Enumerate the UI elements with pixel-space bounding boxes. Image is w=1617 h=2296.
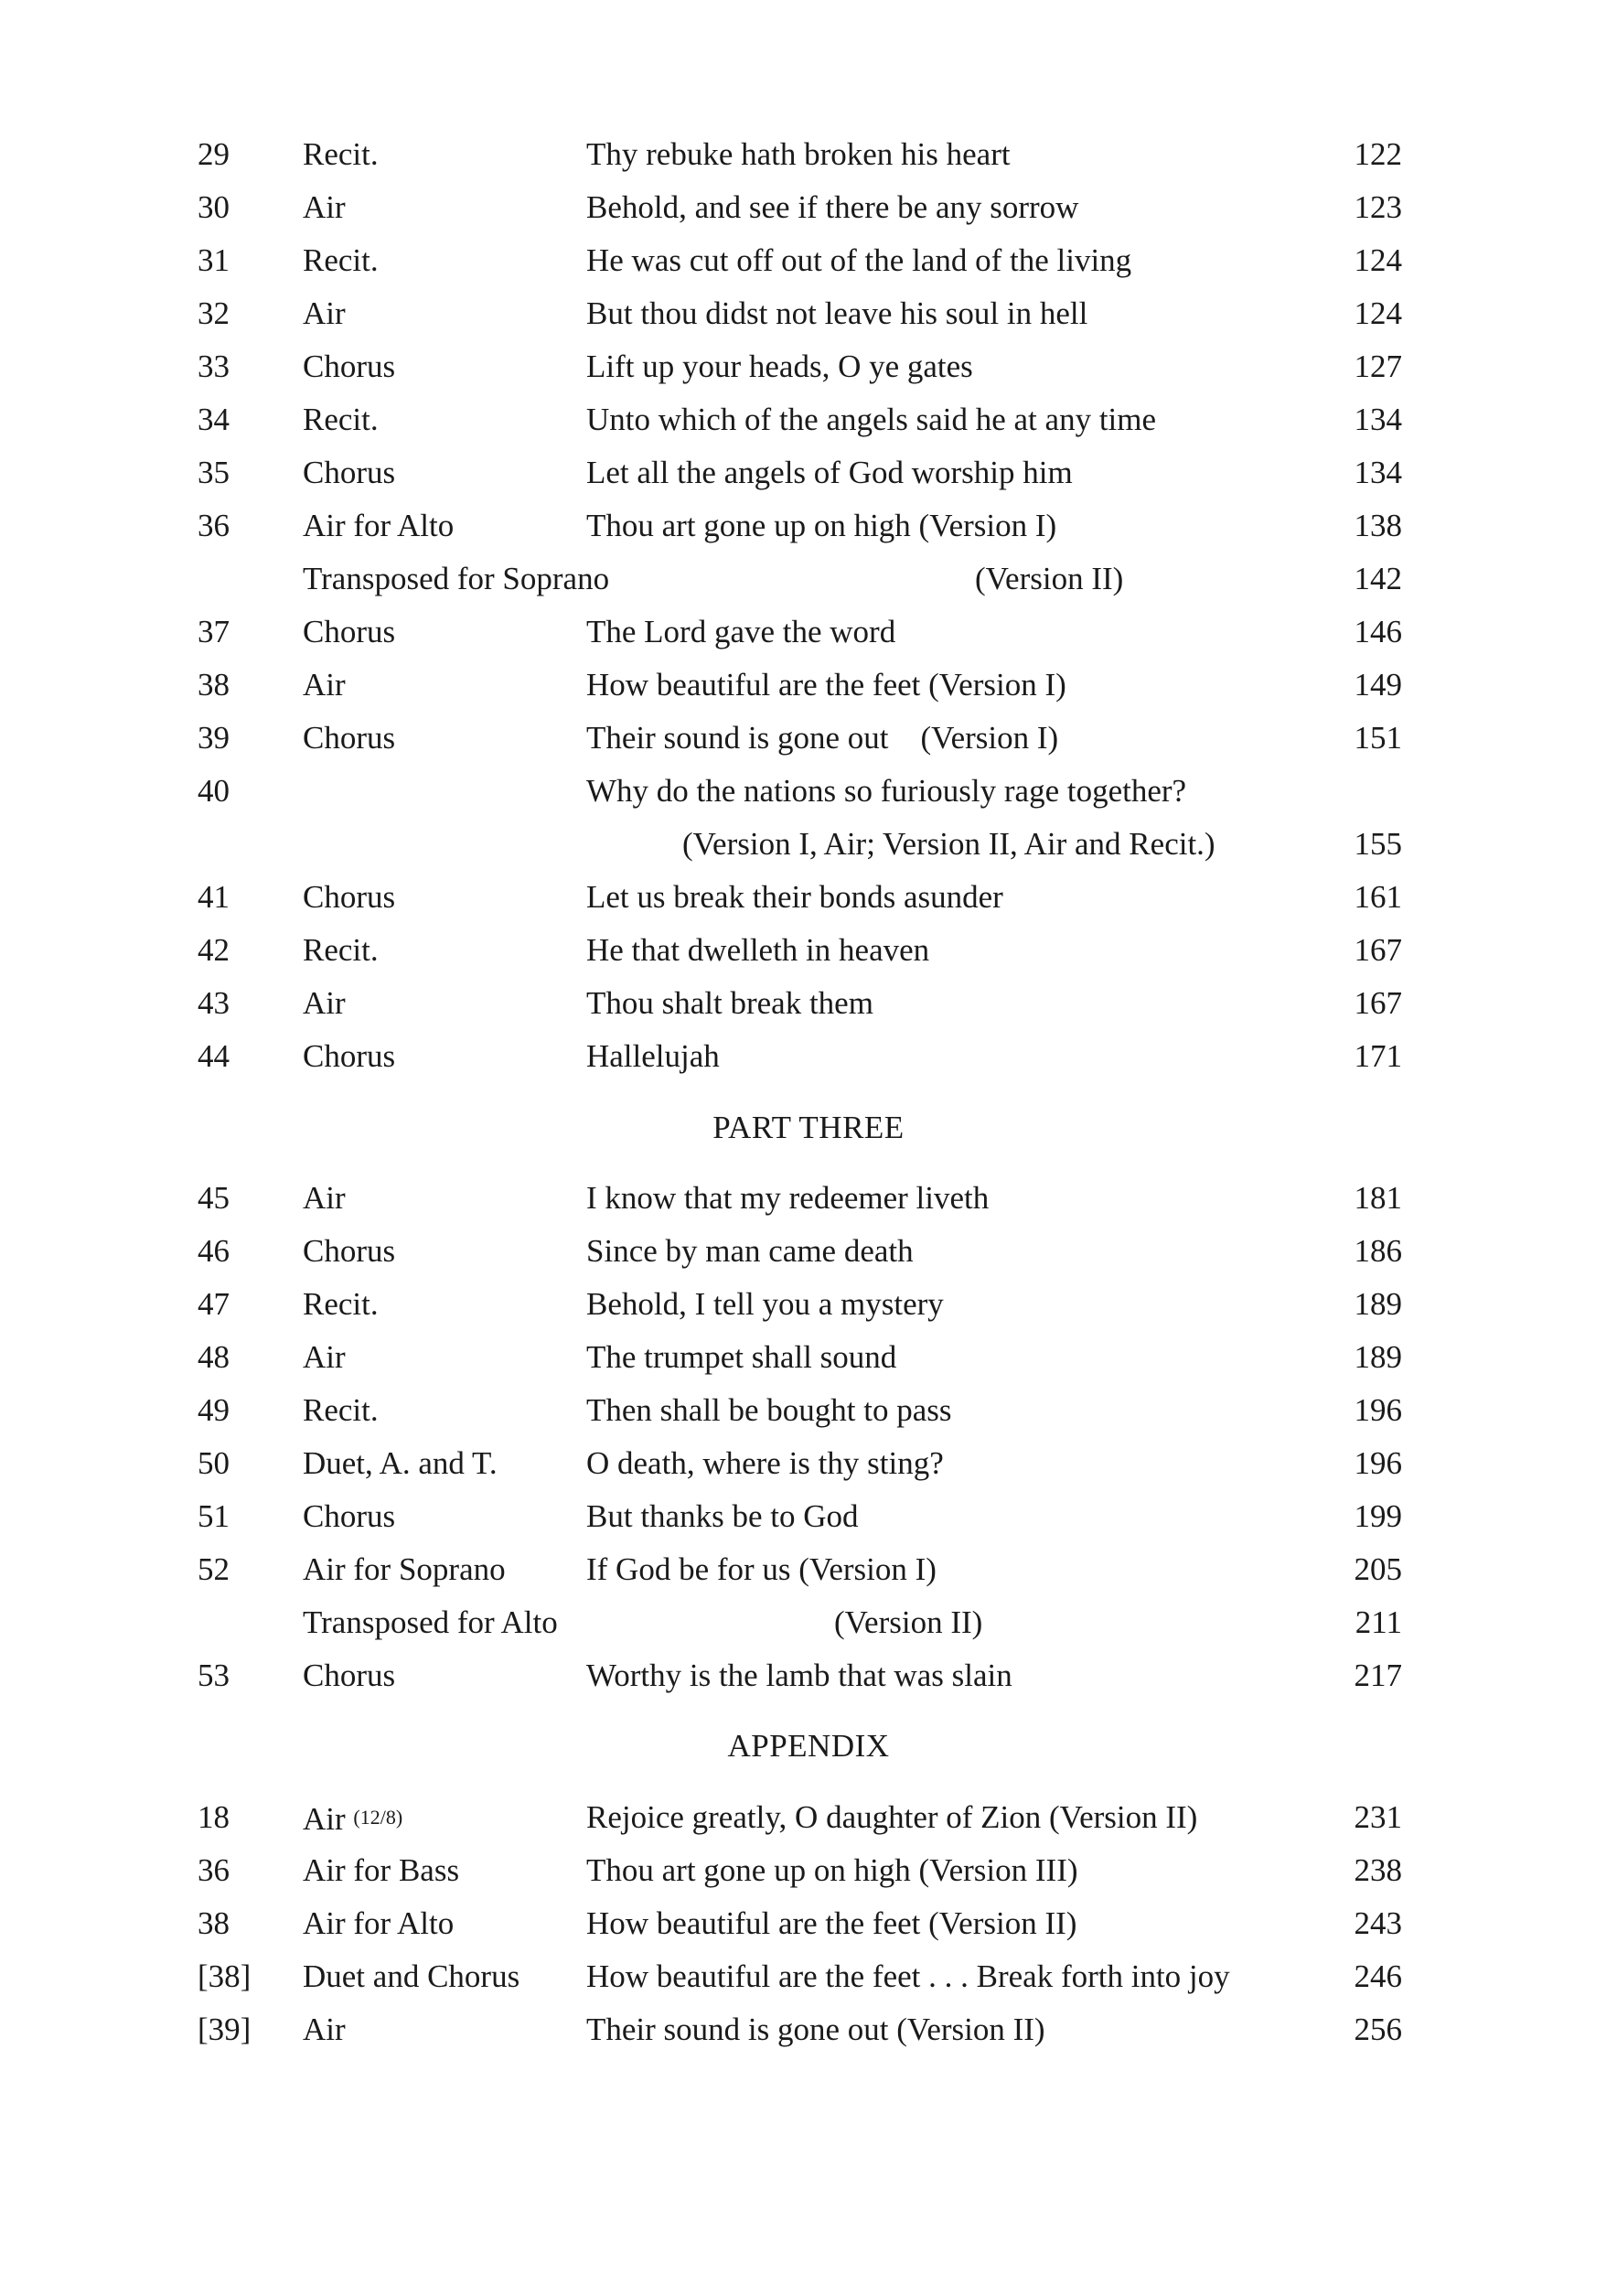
movement-type: Air xyxy=(303,667,346,703)
movement-number: 38 xyxy=(198,667,230,703)
page-number: 151 xyxy=(1354,720,1402,756)
movement-title: Thou art gone up on high (Version III) xyxy=(586,1852,1078,1888)
movement-type: Chorus xyxy=(303,879,396,915)
movement-number: 39 xyxy=(198,720,230,756)
movement-title: Worthy is the lamb that was slain xyxy=(586,1658,1012,1693)
page-number: 243 xyxy=(1354,1905,1402,1941)
movement-number: 33 xyxy=(198,349,230,384)
movement-type: Recit. xyxy=(303,1392,379,1428)
page-number: 161 xyxy=(1354,879,1402,915)
movement-number: 38 xyxy=(198,1905,230,1941)
movement-title: Why do the nations so furiously rage together? xyxy=(586,773,1187,809)
movement-number: 36 xyxy=(198,508,230,543)
toc-row xyxy=(0,1950,1617,2003)
movement-title: He was cut off out of the land of the living xyxy=(586,242,1132,278)
movement-title: Behold, and see if there be any sorrow xyxy=(586,189,1079,225)
toc-row-transposed xyxy=(0,553,1617,606)
toc-row-continuation xyxy=(0,818,1617,871)
page-number: 123 xyxy=(1354,189,1402,225)
movement-type: Air for Soprano xyxy=(303,1551,506,1587)
toc-row xyxy=(0,1030,1617,1083)
movement-type: Chorus xyxy=(303,349,396,384)
movement-number: 50 xyxy=(198,1445,230,1481)
movement-number: 43 xyxy=(198,985,230,1021)
movement-number: 51 xyxy=(198,1498,230,1534)
movement-type: Chorus xyxy=(303,455,396,490)
page-number: 142 xyxy=(1354,561,1402,596)
page-number: 171 xyxy=(1354,1038,1402,1074)
page-number: 231 xyxy=(1354,1799,1402,1835)
movement-number: 37 xyxy=(198,614,230,649)
movement-number: 52 xyxy=(198,1551,230,1587)
movement-number: 53 xyxy=(198,1658,230,1693)
movement-type: Recit. xyxy=(303,136,379,172)
toc-row xyxy=(0,1844,1617,1897)
toc-row xyxy=(0,924,1617,977)
movement-title: O death, where is thy sting? xyxy=(586,1445,944,1481)
movement-type: Chorus xyxy=(303,614,396,649)
page-number: 189 xyxy=(1354,1286,1402,1322)
toc-row xyxy=(0,765,1617,818)
movement-number: 31 xyxy=(198,242,230,278)
page-number: 238 xyxy=(1354,1852,1402,1888)
movement-title: I know that my redeemer liveth xyxy=(586,1180,990,1216)
toc-row xyxy=(0,1331,1617,1384)
movement-number: 29 xyxy=(198,136,230,172)
page-number: 149 xyxy=(1354,667,1402,703)
movement-type: Duet, A. and T. xyxy=(303,1445,498,1481)
page-number: 196 xyxy=(1354,1392,1402,1428)
movement-type: Recit. xyxy=(303,402,379,437)
page-number: 167 xyxy=(1354,985,1402,1021)
toc-row xyxy=(0,1649,1617,1702)
page-number: 167 xyxy=(1354,932,1402,968)
movement-title: Let us break their bonds asunder xyxy=(586,879,1003,915)
toc-row xyxy=(0,871,1617,924)
toc-row xyxy=(0,128,1617,181)
toc-row xyxy=(0,1437,1617,1490)
movement-title: But thanks be to God xyxy=(586,1498,859,1534)
movement-title: How beautiful are the feet . . . Break forth into joy xyxy=(586,1958,1230,1994)
page-number: 122 xyxy=(1354,136,1402,172)
toc-row xyxy=(0,606,1617,659)
page-number: 138 xyxy=(1354,508,1402,543)
movement-number: 47 xyxy=(198,1286,230,1322)
toc-row xyxy=(0,499,1617,553)
movement-type-label: Air xyxy=(303,1801,346,1837)
toc-row xyxy=(0,1225,1617,1278)
section-heading-part-three: PART THREE xyxy=(712,1110,905,1145)
movement-number: 49 xyxy=(198,1392,230,1428)
page-number: 134 xyxy=(1354,402,1402,437)
movement-title: He that dwelleth in heaven xyxy=(586,932,930,968)
movement-type: Chorus xyxy=(303,720,396,756)
toc-row xyxy=(0,977,1617,1030)
toc-row xyxy=(0,340,1617,393)
page-number: 217 xyxy=(1354,1658,1402,1693)
transposed-label: Transposed for Soprano xyxy=(303,561,610,596)
movement-title: Thy rebuke hath broken his heart xyxy=(586,136,1011,172)
movement-number: 44 xyxy=(198,1038,230,1074)
movement-title: Since by man came death xyxy=(586,1233,914,1269)
movement-title: Behold, I tell you a mystery xyxy=(586,1286,944,1322)
page-number: 205 xyxy=(1354,1551,1402,1587)
movement-type: Air xyxy=(303,189,346,225)
toc-row xyxy=(0,446,1617,499)
movement-number: 34 xyxy=(198,402,230,437)
toc-row xyxy=(0,712,1617,765)
page-number: 211 xyxy=(1355,1604,1402,1640)
movement-title: Unto which of the angels said he at any time xyxy=(586,402,1157,437)
toc-row xyxy=(0,1172,1617,1225)
toc-row xyxy=(0,1384,1617,1437)
toc-row xyxy=(0,2003,1617,2056)
title-continuation: (Version I, Air; Version II, Air and Recit.) xyxy=(682,826,1215,862)
toc-row xyxy=(0,1897,1617,1950)
movement-type: Air xyxy=(303,1339,346,1375)
time-signature: (12/8) xyxy=(353,1806,403,1829)
movement-title: Let all the angels of God worship him xyxy=(586,455,1073,490)
page-number: 186 xyxy=(1354,1233,1402,1269)
toc-row-transposed xyxy=(0,1596,1617,1649)
movement-number: 41 xyxy=(198,879,230,915)
movement-number: 42 xyxy=(198,932,230,968)
movement-title: Thou art gone up on high (Version I) xyxy=(586,508,1057,543)
movement-number: 46 xyxy=(198,1233,230,1269)
version-note: (Version II) xyxy=(975,561,1124,596)
movement-title: But thou didst not leave his soul in hell xyxy=(586,295,1088,331)
movement-type: Chorus xyxy=(303,1038,396,1074)
movement-number: 30 xyxy=(198,189,230,225)
movement-type: Air for Alto xyxy=(303,1905,455,1941)
section-heading-appendix: APPENDIX xyxy=(727,1728,890,1764)
movement-number: [38] xyxy=(198,1958,252,1994)
toc-row xyxy=(0,1791,1617,1844)
page-number: 124 xyxy=(1354,242,1402,278)
movement-number: 40 xyxy=(198,773,230,809)
movement-type: Recit. xyxy=(303,242,379,278)
movement-title: Their sound is gone out (Version II) xyxy=(586,2012,1045,2047)
page-number: 155 xyxy=(1354,826,1402,862)
movement-number: 35 xyxy=(198,455,230,490)
movement-type: Recit. xyxy=(303,932,379,968)
movement-type: Air xyxy=(303,1180,346,1216)
toc-row xyxy=(0,659,1617,712)
page-number: 146 xyxy=(1354,614,1402,649)
movement-title: The Lord gave the word xyxy=(586,614,896,649)
movement-number: 36 xyxy=(198,1852,230,1888)
movement-type: Chorus xyxy=(303,1498,396,1534)
movement-number: 32 xyxy=(198,295,230,331)
toc-row xyxy=(0,287,1617,340)
movement-type: Air for Alto xyxy=(303,508,455,543)
movement-type: Air xyxy=(303,985,346,1021)
page-number: 127 xyxy=(1354,349,1402,384)
movement-type: Air xyxy=(303,295,346,331)
page-number: 134 xyxy=(1354,455,1402,490)
version-note: (Version II) xyxy=(834,1604,983,1640)
toc-row xyxy=(0,393,1617,446)
movement-type xyxy=(303,1791,402,1846)
movement-number: [39] xyxy=(198,2012,252,2047)
movement-title: How beautiful are the feet (Version II) xyxy=(586,1905,1077,1941)
movement-type: Recit. xyxy=(303,1286,379,1322)
toc-row xyxy=(0,1543,1617,1596)
movement-title: Hallelujah xyxy=(586,1038,720,1074)
toc-row xyxy=(0,1278,1617,1331)
movement-type: Chorus xyxy=(303,1658,396,1693)
movement-number: 45 xyxy=(198,1180,230,1216)
movement-title: How beautiful are the feet (Version I) xyxy=(586,667,1066,703)
page-number: 246 xyxy=(1354,1958,1402,1994)
movement-title: Their sound is gone out (Version I) xyxy=(586,720,1059,756)
movement-title: Then shall be bought to pass xyxy=(586,1392,952,1428)
movement-number: 18 xyxy=(198,1799,230,1835)
movement-title: If God be for us (Version I) xyxy=(586,1551,937,1587)
movement-type: Duet and Chorus xyxy=(303,1958,520,1994)
movement-title: Rejoice greatly, O daughter of Zion (Version II) xyxy=(586,1799,1198,1835)
movement-type: Chorus xyxy=(303,1233,396,1269)
page-number: 196 xyxy=(1354,1445,1402,1481)
movement-title: Thou shalt break them xyxy=(586,985,873,1021)
toc-row xyxy=(0,1490,1617,1543)
movement-type: Air xyxy=(303,2012,346,2047)
movement-type: Air for Bass xyxy=(303,1852,460,1888)
transposed-label: Transposed for Alto xyxy=(303,1604,558,1640)
movement-number: 48 xyxy=(198,1339,230,1375)
page-number: 181 xyxy=(1354,1180,1402,1216)
page-number: 189 xyxy=(1354,1339,1402,1375)
page-number: 199 xyxy=(1354,1498,1402,1534)
page-number: 124 xyxy=(1354,295,1402,331)
toc-row xyxy=(0,234,1617,287)
movement-title: Lift up your heads, O ye gates xyxy=(586,349,973,384)
page-number: 256 xyxy=(1354,2012,1402,2047)
toc-row xyxy=(0,181,1617,234)
movement-title: The trumpet shall sound xyxy=(586,1339,897,1375)
